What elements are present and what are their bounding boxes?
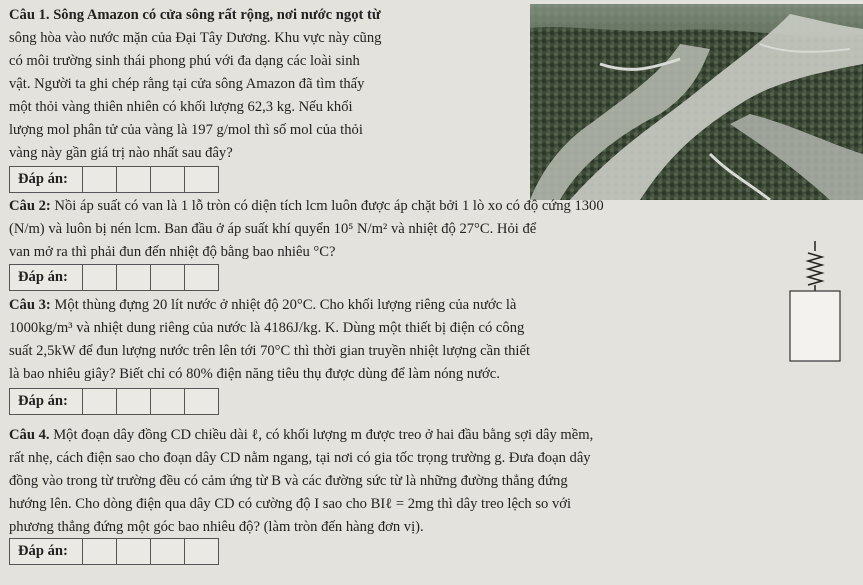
answer-cell[interactable] <box>185 167 218 192</box>
answer-label: Đáp án: <box>10 167 83 192</box>
answer-cell[interactable] <box>151 167 185 192</box>
spring-diagram-icon <box>788 233 842 365</box>
answer-cell[interactable] <box>185 389 218 414</box>
q1-line-7: vàng này gần giá trị nào nhất sau đây? <box>9 145 233 161</box>
q2-line-2: (N/m) và luôn bị nén lcm. Ban đầu ở áp suất khí quyển 10⁵ N/m² và nhiệt độ 27°C. Hỏi để <box>9 221 537 237</box>
q2-line-3: van mở ra thì phải đun đến nhiệt độ bằng bao nhiêu °C? <box>9 244 336 260</box>
q3-line-2: 1000kg/m³ và nhiệt dung riêng của nước là 4186J/kg. K. Dùng một thiết bị điện có công <box>9 320 525 336</box>
q1-line-1: Câu 1. Sông Amazon có cửa sông rất rộng, nơi nước ngọt từ <box>9 7 381 23</box>
q1-answer-box[interactable] <box>9 166 219 193</box>
q4-line-5: phương thẳng đứng một góc bao nhiêu độ? (làm tròn đến hàng đơn vị). <box>9 519 424 535</box>
answer-cell[interactable] <box>185 265 218 290</box>
answer-label: Đáp án: <box>10 389 83 414</box>
answer-cell[interactable] <box>151 265 185 290</box>
q1-line-4: vật. Người ta ghi chép rằng tại cửa sông Amazon đã tìm thấy <box>9 76 365 92</box>
q3-line-1: Câu 3: Một thùng đựng 20 lít nước ở nhiệt độ 20°C. Cho khối lượng riêng của nước là <box>9 297 517 313</box>
q4-line-4: hướng lên. Cho dòng điện qua dây CD có cường độ I sao cho BIℓ = 2mg thì dây treo lệch so với <box>9 496 572 512</box>
q4-line-2: rất nhẹ, cách điện sao cho đoạn dây CD nằm ngang, tại nơi có gia tốc trọng trường g. Đưa đoạn dây <box>9 450 591 466</box>
answer-cell[interactable] <box>151 389 185 414</box>
q1-line-5: một thỏi vàng thiên nhiên có khối lượng 62,3 kg. Nếu khối <box>9 99 353 115</box>
answer-label: Đáp án: <box>10 265 83 290</box>
answer-label: Đáp án: <box>10 539 83 564</box>
q4-line-1: Câu 4. Một đoạn dây đồng CD chiều dài ℓ, có khối lượng m được treo ở hai đầu bằng sợi dây mềm, <box>9 427 594 443</box>
answer-cell[interactable] <box>117 167 151 192</box>
answer-cell[interactable] <box>83 539 117 564</box>
q3-line-4: là bao nhiêu giây? Biết chỉ có 80% điện năng tiêu thụ được dùng để làm nóng nước. <box>9 366 500 382</box>
q2-answer-box[interactable] <box>9 264 219 291</box>
q3-answer-box[interactable] <box>9 388 219 415</box>
q1-line-3: có môi trường sinh thái phong phú với đa dạng các loài sinh <box>9 53 360 69</box>
answer-cell[interactable] <box>185 539 218 564</box>
answer-cell[interactable] <box>117 265 151 290</box>
q3-line-3: suất 2,5kW để đun lượng nước trên lên tới 70°C thì thời gian truyền nhiệt lượng cần thiết <box>9 343 531 359</box>
answer-cell[interactable] <box>151 539 185 564</box>
answer-cell[interactable] <box>117 539 151 564</box>
answer-cell[interactable] <box>83 167 117 192</box>
q1-line-2: sông hòa vào nước mặn của Đại Tây Dương. Khu vực này cũng <box>9 30 382 46</box>
q1-line-6: lượng mol phân tử của vàng là 197 g/mol thì số mol của thỏi <box>9 122 363 138</box>
answer-cell[interactable] <box>83 265 117 290</box>
q4-answer-box[interactable] <box>9 538 219 565</box>
q3-title: Câu 3: <box>9 297 51 313</box>
q2-line-1: Câu 2: Nồi áp suất có van là 1 lỗ tròn có diện tích lcm luôn được áp chặt bởi 1 lò xo có độ cứng 1300 <box>9 198 604 214</box>
answer-cell[interactable] <box>117 389 151 414</box>
answer-cell[interactable] <box>83 389 117 414</box>
q2-title: Câu 2: <box>9 198 51 214</box>
q4-line-3: đồng vào trong từ trường đều có cảm ứng từ B và các đường sức từ là những đường thẳng đứng <box>9 473 568 489</box>
river-delta-photo <box>530 4 863 200</box>
q4-title: Câu 4. <box>9 427 50 443</box>
